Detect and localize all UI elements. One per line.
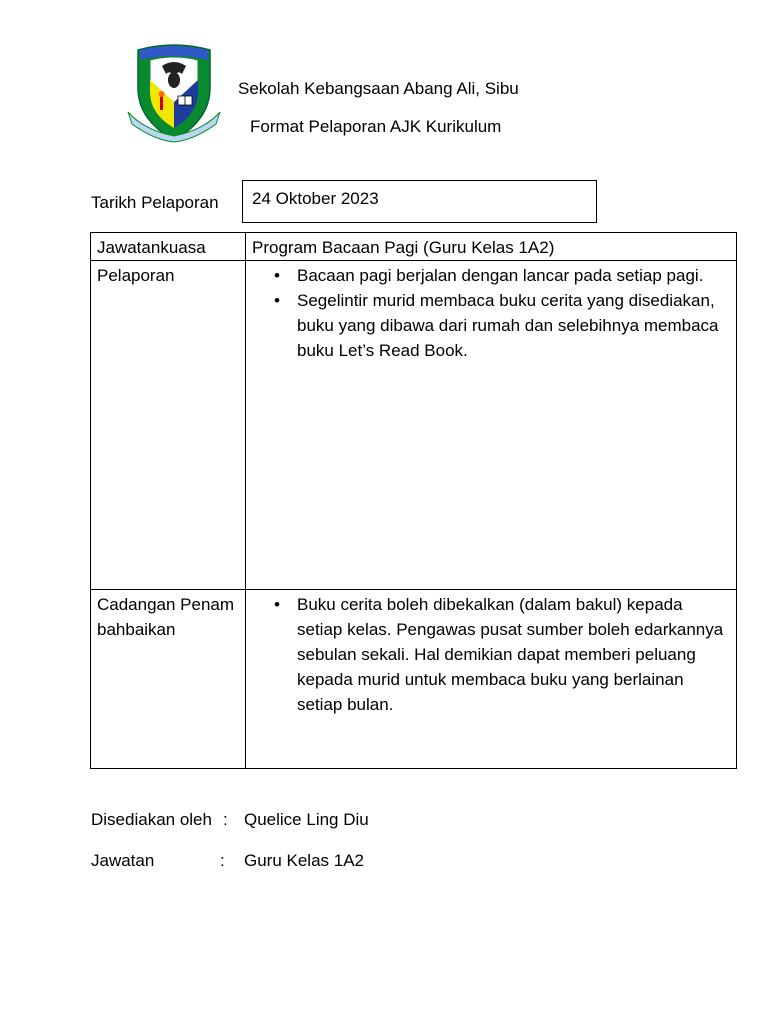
prepared-by-label: Disediakan oleh	[91, 810, 212, 829]
suggestion-bullet-list	[252, 592, 730, 717]
report-date-label: Tarikh Pelaporan	[91, 193, 219, 212]
prepared-by-colon: :	[223, 810, 228, 829]
list-item: • Buku cerita boleh dibekalkan (dalam bakul) kepada setiap kelas. Pengawas pusat sumber boleh edarkannya sebulan sekali. Hal demikian dapat memberi peluang kepada murid untuk membaca buku yang berlainan setiap bulan.	[297, 592, 730, 717]
suggestion-content	[246, 590, 737, 769]
position-label: Jawatan	[91, 851, 155, 870]
prepared-by-value: Quelice Ling Diu	[244, 810, 369, 829]
document-title: Format Pelaporan AJK Kurikulum	[250, 117, 502, 136]
suggestion-label: Cadangan Penambahbaikan	[91, 590, 246, 769]
report-date-value: 24 Oktober 2023	[252, 189, 379, 208]
list-item: • Bacaan pagi berjalan dengan lancar pada setiap pagi.	[297, 263, 730, 288]
committee-label: Jawatankuasa	[91, 233, 246, 261]
list-item: • Segelintir murid membaca buku cerita yang disediakan, buku yang dibawa dari rumah dan selebihnya membaca buku Let’s Read Book.	[297, 288, 730, 363]
position-colon: :	[220, 851, 225, 870]
table-row	[91, 261, 737, 590]
committee-value: Program Bacaan Pagi (Guru Kelas 1A2)	[246, 233, 737, 261]
table-row	[91, 590, 737, 769]
school-name: Sekolah Kebangsaan Abang Ali, Sibu	[238, 79, 519, 98]
school-crest-icon	[124, 40, 224, 144]
report-date-field	[242, 180, 597, 223]
report-bullet-list	[252, 263, 730, 363]
report-label: Pelaporan	[91, 261, 246, 590]
report-content	[246, 261, 737, 590]
position-value: Guru Kelas 1A2	[244, 851, 365, 870]
table-row	[91, 233, 737, 261]
report-table	[90, 232, 737, 769]
